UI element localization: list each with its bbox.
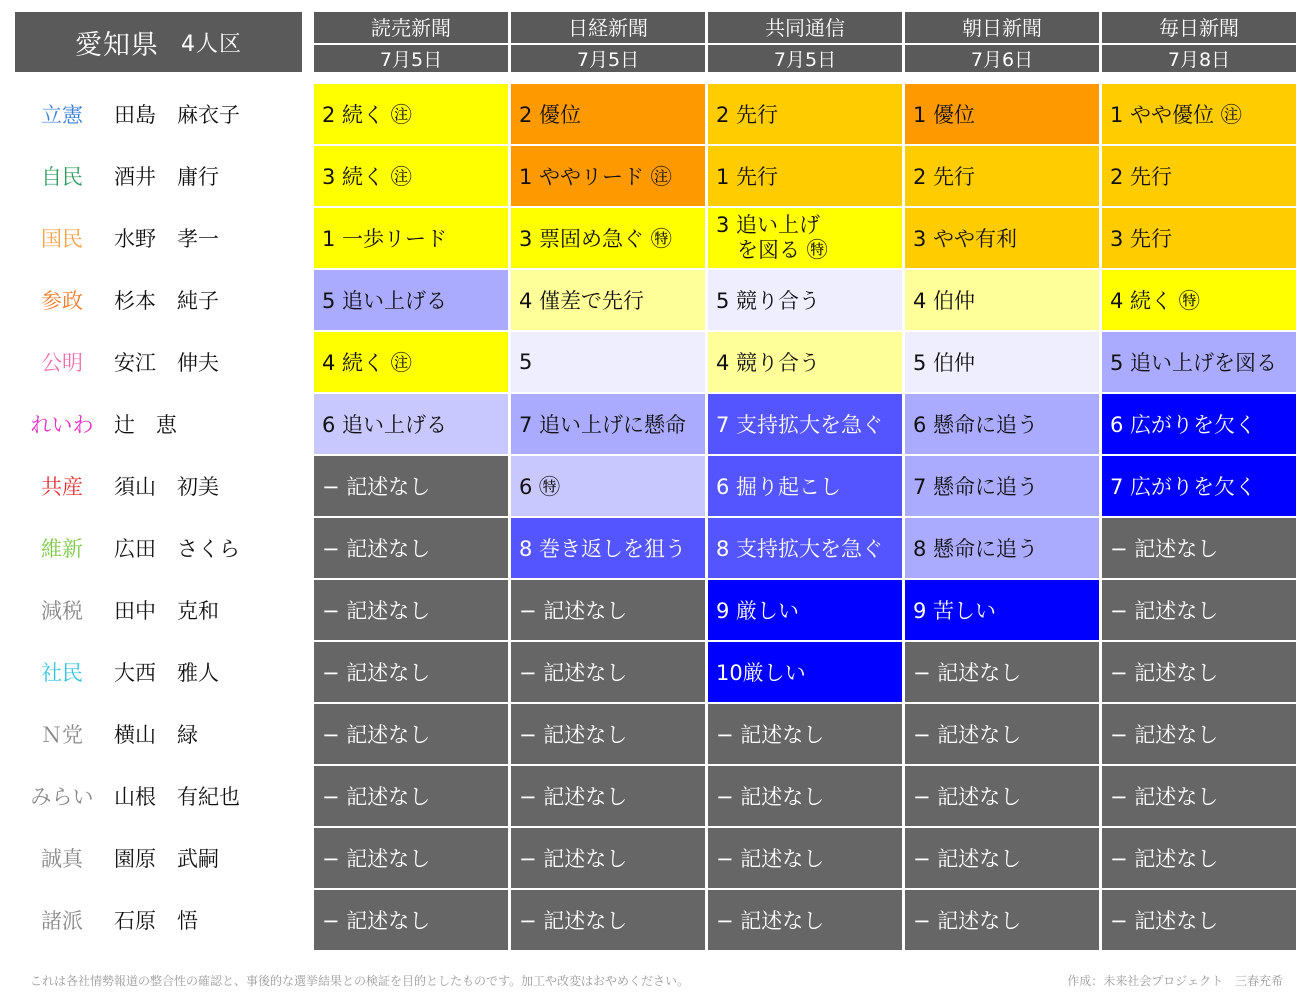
status-cell: 2 優位 (511, 84, 705, 144)
status-cell: − 記述なし (708, 890, 902, 950)
status-cell: 1 先行 (708, 146, 902, 206)
candidate-name: 安江 伸夫 (114, 351, 219, 375)
party-label: 誠真 (41, 847, 83, 871)
status-cell: 2 先行 (905, 146, 1099, 206)
party-label: 諸派 (41, 909, 83, 933)
status-cell: − 記述なし (314, 766, 508, 826)
paper-name: 共同通信 (765, 16, 845, 40)
status-cell: 5 伯仲 (905, 332, 1099, 392)
column-header (511, 12, 705, 72)
status-cell: 8 支持拡大を急ぐ (708, 518, 902, 578)
status-cell: 7 支持拡大を急ぐ (708, 394, 902, 454)
column-header (1102, 12, 1296, 72)
status-cell: − 記述なし (1102, 890, 1296, 950)
party-label: 公明 (41, 351, 83, 375)
paper-name: 毎日新聞 (1159, 16, 1239, 40)
candidate-name: 広田 さくら (114, 537, 240, 561)
paper-date: 7月6日 (905, 43, 1099, 72)
party-label: 共産 (41, 475, 83, 499)
paper-name: 日経新聞 (568, 16, 648, 40)
status-cell: − 記述なし (905, 704, 1099, 764)
status-cell: 4 競り合う (708, 332, 902, 392)
paper-name: 朝日新聞 (962, 16, 1042, 40)
column-header (905, 12, 1099, 72)
status-cell: 2 先行 (708, 84, 902, 144)
status-cell: 9 苦しい (905, 580, 1099, 640)
status-cell: − 記述なし (314, 456, 508, 516)
status-cell: 1 ややリード ㊟ (511, 146, 705, 206)
candidate-name: 石原 悟 (114, 909, 198, 933)
status-cell: 4 僅差で先行 (511, 270, 705, 330)
status-cell: − 記述なし (1102, 766, 1296, 826)
status-cell: 5 (511, 332, 705, 392)
candidate-name: 辻 恵 (114, 413, 177, 437)
status-cell: − 記述なし (314, 642, 508, 702)
party-label: Ｎ党 (41, 723, 83, 747)
status-cell: 2 続く ㊟ (314, 84, 508, 144)
column-header (314, 12, 508, 72)
prefecture-label: 愛知県 (75, 29, 159, 61)
disclaimer: これは各社情勢報道の整合性の確認と、事後的な選挙結果との検証を目的としたものです。加工や改変はおやめください。 (30, 974, 690, 988)
status-cell: − 記述なし (1102, 518, 1296, 578)
status-cell: − 記述なし (905, 828, 1099, 888)
status-cell: 3 やや有利 (905, 208, 1099, 268)
status-cell: 1 一歩リード (314, 208, 508, 268)
status-cell: 2 先行 (1102, 146, 1296, 206)
status-cell: − 記述なし (708, 828, 902, 888)
paper-name: 読売新聞 (371, 16, 451, 40)
status-cell: − 記述なし (314, 704, 508, 764)
status-cell: − 記述なし (708, 766, 902, 826)
status-cell: − 記述なし (314, 828, 508, 888)
status-cell: − 記述なし (1102, 580, 1296, 640)
status-cell: 7 懸命に追う (905, 456, 1099, 516)
candidate-name: 山根 有紀也 (114, 785, 240, 809)
party-label: 自民 (41, 165, 83, 189)
candidate-name: 園原 武嗣 (114, 847, 219, 871)
status-cell: − 記述なし (511, 766, 705, 826)
party-label: みらい (30, 785, 94, 809)
status-cell: − 記述なし (314, 580, 508, 640)
paper-date: 7月5日 (708, 43, 902, 72)
status-cell: 6 懸命に追う (905, 394, 1099, 454)
status-cell: − 記述なし (511, 828, 705, 888)
candidate-name: 大西 雅人 (114, 661, 219, 685)
status-cell: 4 続く ㊟ (314, 332, 508, 392)
status-cell: 3 票固め急ぐ ㊕ (511, 208, 705, 268)
candidate-name: 酒井 庸行 (114, 165, 219, 189)
status-cell: 3 追い上げ を図る ㊕ (708, 208, 902, 268)
status-cell: − 記述なし (1102, 642, 1296, 702)
party-label: 立憲 (41, 103, 83, 127)
status-cell: 8 巻き返しを狙う (511, 518, 705, 578)
candidate-name: 杉本 純子 (114, 289, 219, 313)
seats-label: 4人区 (181, 31, 242, 57)
party-label: 社民 (41, 661, 83, 685)
status-cell: 5 競り合う (708, 270, 902, 330)
paper-date: 7月5日 (314, 43, 508, 72)
party-label: れいわ (30, 413, 94, 437)
status-cell: − 記述なし (314, 518, 508, 578)
status-cell: 3 先行 (1102, 208, 1296, 268)
candidate-name: 水野 孝一 (114, 227, 219, 251)
status-cell: 10厳しい (708, 642, 902, 702)
status-cell: − 記述なし (905, 642, 1099, 702)
status-cell: − 記述なし (314, 890, 508, 950)
party-label: 維新 (41, 537, 83, 561)
column-header (708, 12, 902, 72)
status-cell: 1 優位 (905, 84, 1099, 144)
status-cell: 6 広がりを欠く (1102, 394, 1296, 454)
status-cell: 5 追い上げを図る (1102, 332, 1296, 392)
status-cell: 5 追い上げる (314, 270, 508, 330)
candidate-name: 横山 緑 (114, 723, 198, 747)
status-cell: 4 伯仲 (905, 270, 1099, 330)
status-cell: 3 続く ㊟ (314, 146, 508, 206)
status-cell: 4 続く ㊕ (1102, 270, 1296, 330)
candidate-name: 田中 克和 (114, 599, 219, 623)
party-label: 国民 (41, 227, 83, 251)
paper-date: 7月8日 (1102, 43, 1296, 72)
status-cell: − 記述なし (511, 890, 705, 950)
status-cell: 6 ㊕ (511, 456, 705, 516)
status-cell: − 記述なし (1102, 828, 1296, 888)
status-cell: − 記述なし (511, 642, 705, 702)
party-label: 参政 (41, 289, 83, 313)
status-cell: 8 懸命に追う (905, 518, 1099, 578)
status-cell: 6 掘り起こし (708, 456, 902, 516)
page-title (15, 12, 302, 72)
paper-date: 7月5日 (511, 43, 705, 72)
status-cell: − 記述なし (511, 704, 705, 764)
party-label: 減税 (41, 599, 83, 623)
status-cell: − 記述なし (905, 890, 1099, 950)
status-cell: 1 やや優位 ㊟ (1102, 84, 1296, 144)
status-cell: − 記述なし (511, 580, 705, 640)
status-cell: 9 厳しい (708, 580, 902, 640)
status-cell: − 記述なし (708, 704, 902, 764)
status-cell: − 記述なし (905, 766, 1099, 826)
candidate-name: 田島 麻衣子 (114, 103, 240, 127)
status-cell: 7 追い上げに懸命 (511, 394, 705, 454)
status-cell: − 記述なし (1102, 704, 1296, 764)
credit: 作成：未来社会プロジェクト 三春充希 (1067, 974, 1283, 988)
status-cell: 7 広がりを欠く (1102, 456, 1296, 516)
status-cell: 6 追い上げる (314, 394, 508, 454)
candidate-name: 須山 初美 (114, 475, 219, 499)
